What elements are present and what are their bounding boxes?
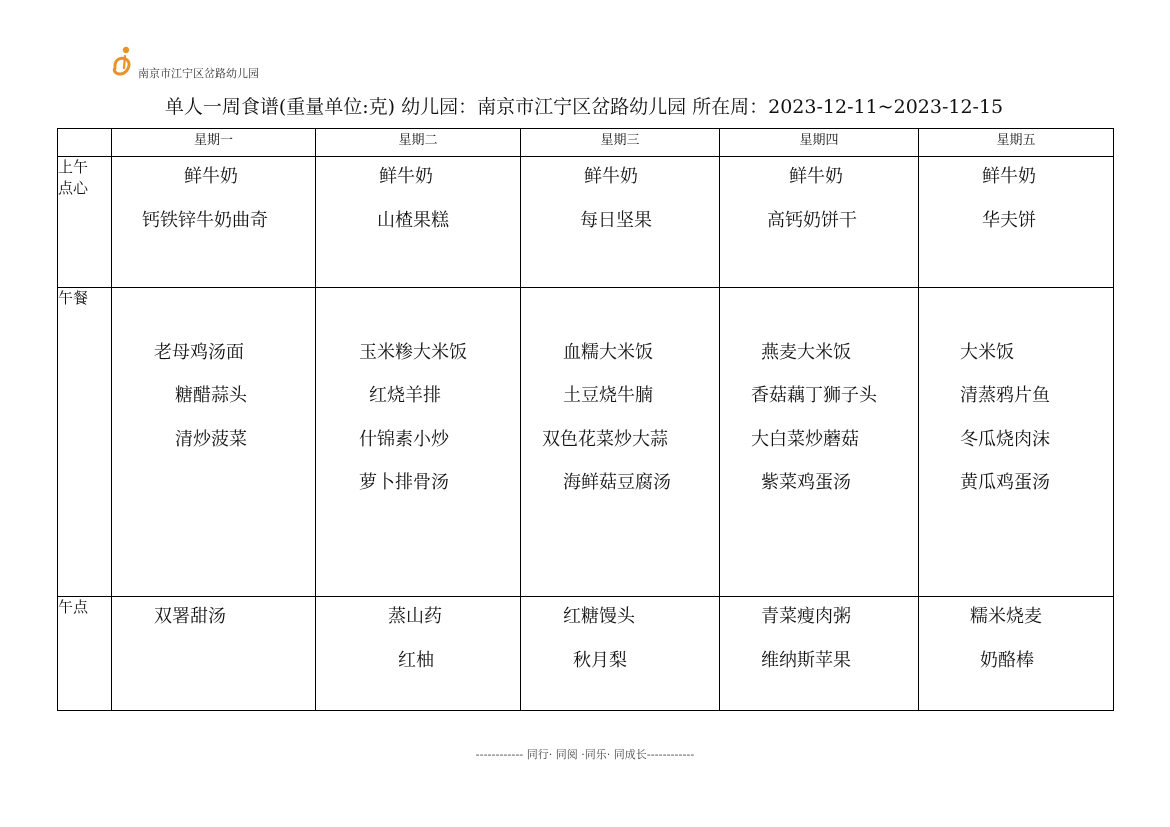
- menu-item: 海鲜菇豆腐汤: [563, 472, 671, 493]
- menu-cell: [720, 157, 919, 288]
- menu-item: 清蒸鸦片鱼: [960, 385, 1050, 406]
- row-label-line: 点心: [58, 179, 89, 197]
- row-label-lunch: [58, 288, 112, 597]
- menu-cell: [112, 157, 316, 288]
- menu-item: 萝卜排骨汤: [359, 472, 449, 493]
- menu-item: 冬瓜烧肉沫: [960, 429, 1050, 450]
- page-title: 单人一周食谱(重量单位:克) 幼儿园：南京市江宁区岔路幼儿园 所在周：2023-12-11~2023-12-15: [164, 96, 1004, 118]
- row-label-line: 午点: [58, 598, 89, 616]
- menu-item: 华夫饼: [982, 210, 1036, 231]
- day-header: 星期三: [521, 129, 720, 157]
- weekly-menu-table: [57, 128, 1114, 711]
- menu-item: 土豆烧牛腩: [563, 385, 653, 406]
- corner-cell: [58, 129, 112, 157]
- menu-item: 什锦素小炒: [359, 429, 449, 450]
- menu-cell: [112, 597, 316, 711]
- menu-cell: [521, 157, 720, 288]
- menu-item: 大米饭: [960, 342, 1014, 363]
- menu-item: 红烧羊排: [369, 385, 441, 406]
- menu-item: 维纳斯苹果: [761, 650, 851, 671]
- menu-item: 清炒菠菜: [175, 429, 247, 450]
- menu-item: 高钙奶饼干: [767, 210, 857, 231]
- menu-item: 血糯大米饭: [563, 342, 653, 363]
- menu-item: 黄瓜鸡蛋汤: [960, 472, 1050, 493]
- menu-cell: [521, 288, 720, 597]
- menu-item: 钙铁锌牛奶曲奇: [142, 210, 268, 231]
- day-header: 星期五: [919, 129, 1114, 157]
- menu-cell: [112, 288, 316, 597]
- menu-cell: [316, 597, 521, 711]
- menu-item: 糖醋蒜头: [175, 385, 247, 406]
- menu-cell: [919, 597, 1114, 711]
- day-header: 星期一: [112, 129, 316, 157]
- menu-item: 每日坚果: [580, 210, 652, 231]
- menu-item: 蒸山药: [388, 606, 442, 627]
- header-row: [58, 129, 1114, 157]
- menu-item: 鲜牛奶: [982, 166, 1036, 187]
- menu-item: 鲜牛奶: [184, 166, 238, 187]
- afternoon-snack-row: [58, 597, 1114, 711]
- menu-cell: [720, 288, 919, 597]
- menu-item: 鲜牛奶: [789, 166, 843, 187]
- day-header: 星期二: [316, 129, 521, 157]
- menu-cell: [521, 597, 720, 711]
- menu-cell: [316, 157, 521, 288]
- menu-item: 红柚: [398, 650, 434, 671]
- lunch-row: [58, 288, 1114, 597]
- menu-item: 双署甜汤: [154, 606, 226, 627]
- menu-item: 奶酪棒: [980, 650, 1034, 671]
- menu-item: 山楂果糕: [377, 210, 449, 231]
- menu-cell: [919, 288, 1114, 597]
- morning-snack-row: [58, 157, 1114, 288]
- row-label-line: 上午: [58, 158, 89, 176]
- logo-text: 南京市江宁区岔路幼儿园: [138, 67, 259, 80]
- menu-item: 玉米糁大米饭: [359, 342, 467, 363]
- day-header: 星期四: [720, 129, 919, 157]
- menu-item: 青菜瘦肉粥: [761, 606, 851, 627]
- row-label-afternoon-snack: [58, 597, 112, 711]
- menu-item: 鲜牛奶: [379, 166, 433, 187]
- menu-item: 红糖馒头: [563, 606, 635, 627]
- menu-item: 老母鸡汤面: [154, 342, 244, 363]
- menu-item: 大白菜炒蘑菇: [751, 429, 859, 450]
- kindergarten-logo-icon: [112, 44, 138, 78]
- menu-item: 燕麦大米饭: [761, 342, 851, 363]
- menu-item: 香菇藕丁狮子头: [751, 385, 877, 406]
- menu-item: 紫菜鸡蛋汤: [761, 472, 851, 493]
- menu-item: 秋月梨: [573, 650, 627, 671]
- menu-item: 鲜牛奶: [584, 166, 638, 187]
- menu-cell: [316, 288, 521, 597]
- menu-cell: [720, 597, 919, 711]
- page-footer: ------------ 同行· 同阅 ·同乐· 同成长------------: [475, 748, 695, 761]
- menu-item: 双色花菜炒大蒜: [542, 429, 668, 450]
- row-label-line: 午餐: [58, 289, 89, 307]
- menu-item: 糯米烧麦: [970, 606, 1042, 627]
- row-label-morning-snack: [58, 157, 112, 288]
- menu-cell: [919, 157, 1114, 288]
